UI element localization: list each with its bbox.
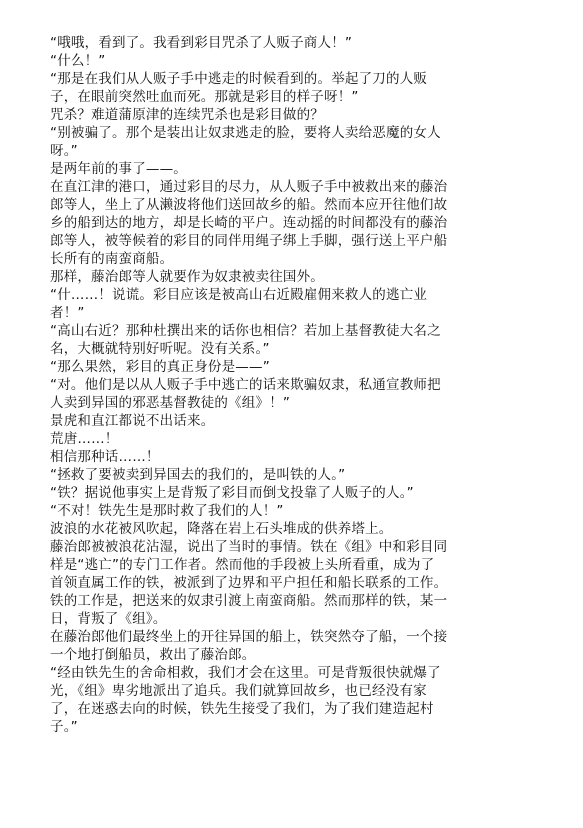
paragraph: “经由铁先生的舍命相救，我们才会在这里。可是背叛很快就爆了 光，《组》卑劣地派出了追兵。我们就算回故乡，也已经没有家 了，在迷惑去向的时候，铁先生接受了我们，为了我们建造起村 子。” <box>50 665 441 735</box>
novel-text-page <box>50 34 550 736</box>
paragraph: “拯救了要被卖到异国去的我们的，是叫铁的人。” <box>50 467 346 483</box>
paragraph: “铁？据说他事实上是背叛了彩目而倒戈投靠了人贩子的人。” <box>50 485 414 501</box>
paragraph: “别被骗了。那个是装出让奴隶逃走的脸，要将人卖给恶魔的女人 呀。” <box>50 125 441 159</box>
paragraph: “不对！铁先生是那时救了我们的人！” <box>50 503 284 519</box>
paragraph: 铁的工作是，把送来的奴隶引渡上南蛮商船。然而那样的铁，某一 日，背叛了《组》。 <box>50 593 448 627</box>
paragraph: “什么！” <box>50 53 106 69</box>
paragraph: 那样，藤治郎等人就要作为奴隶被卖往国外。 <box>50 269 324 285</box>
paragraph: 荒唐……！ <box>50 431 119 447</box>
paragraph: 在直江津的港口，通过彩目的尽力，从人贩子手中被救出来的藤治 郎等人，坐上了从濑波将他们送回故乡的船。然而本应开往他们故 乡的船到达的地方，却是长崎的平户。连动摇的时间都没有的藤治 郎等人，被等候着的彩目的同伴用绳子绑上手脚，强行送上平户船 长所有的南蛮商船。 <box>50 179 448 267</box>
paragraph: “对。他们是以从人贩子手中逃亡的话来欺骗奴隶，私通宣教师把 人卖到异国的邪恶基督教徒的《组》！” <box>50 377 441 411</box>
paragraph: 在藤治郎他们最终坐上的开往异国的船上，铁突然夺了船，一个接 一个地打倒船员，救出了藤治郎。 <box>50 629 448 663</box>
paragraph: “那么果然，彩目的真正身份是——” <box>50 359 270 375</box>
paragraph: “那是在我们从人贩子手中逃走的时候看到的。举起了刀的人贩 子，在眼前突然吐血而死。那就是彩目的样子呀！” <box>50 71 428 105</box>
paragraph: “哦哦，看到了。我看到彩目咒杀了人贩子商人！” <box>50 35 353 51</box>
paragraph: 景虎和直江都说不出话来。 <box>50 413 215 429</box>
paragraph: 波浪的水花被风吹起，降落在岩上石头堆成的供养塔上。 <box>50 521 393 537</box>
paragraph: 相信那种话……！ <box>50 449 160 465</box>
paragraph: 咒杀？难道蒲原津的连续咒杀也是彩目做的？ <box>50 107 324 123</box>
paragraph: 藤治郎被被浪花沾湿，说出了当时的事情。铁在《组》中和彩目同 样是“逃亡”的专门工作者。然而他的手段被上头所看重，成为了 首领直属工作的铁，被派到了边界和平户担任和船长联系的工作。 <box>50 539 448 591</box>
paragraph: “什……！说谎。彩目应该是被高山右近殿雇佣来救人的逃亡业 者！” <box>50 287 428 321</box>
paragraph: “高山右近？那种杜撰出来的话你也相信？若加上基督教徒大名之 名，大概就特别好听呢。没有关系。” <box>50 323 441 357</box>
paragraph: 是两年前的事了——。 <box>50 161 187 177</box>
